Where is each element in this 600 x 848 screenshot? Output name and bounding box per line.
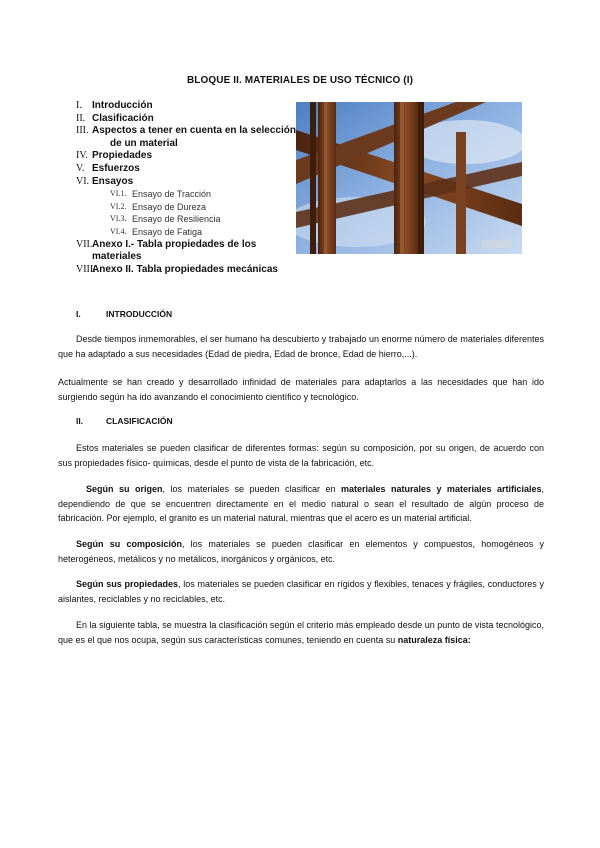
toc-number: I. [76,100,82,111]
paragraph-emphasis: naturaleza física: [397,634,471,645]
document-title: BLOQUE II. MATERIALES DE USO TÉCNICO (I) [186,75,414,86]
section-title: CLASIFICACIÓN [106,416,173,426]
toc-label: Introducción [92,100,153,111]
toc-subitem [76,201,296,214]
toc-subitem [76,213,296,226]
toc-subitem [76,226,296,239]
steel-beams-illustration [296,102,522,254]
toc-label: Clasificación [92,112,154,124]
toc-label: Propiedades [92,150,153,162]
toc-sublabel: Ensayo de Tracción [132,189,212,200]
toc-number: VI. [76,175,90,187]
toc-item [76,239,296,264]
paragraph-text: Estos materiales se pueden clasificar de diferentes formas: según su composición, por su origen, de acuerdo con sus propiedades físico- químicas, desde el punto de vista de la fabricación, etc. [58,443,544,468]
toc-label [92,125,296,150]
paragraph [58,537,544,566]
paragraph-lead: Según su origen [86,484,163,494]
paragraph-text: En la siguiente tabla, se muestra la clasificación según el criterio más empleado desde un punto de vista tecnológico, que es el que nos ocupa, según sus características comunes, teniendo en cuenta su [58,620,544,645]
section-heading [76,416,173,426]
toc-sublabel: Ensayo de Resiliencia [132,214,221,225]
paragraph [58,577,544,606]
section-heading [76,309,172,319]
toc-item [76,100,296,113]
toc-number: V. [76,162,85,174]
toc-label-line: Aspectos a tener en cuenta en la selección [92,125,296,137]
toc-item [76,113,296,126]
paragraph-text: , los materiales se pueden clasificar en rígidos y flexibles, tenaces y frágiles, conductores y aislantes, reciclables y no reciclables, etc. [58,579,544,604]
paragraph-text: Desde tiempos inmemorables, el ser humano ha descubierto y trabajado un enorme número de materiales diferentes que ha adaptado a sus necesidades (Edad de piedra, Edad de bronce, Edad de hierro,...). [58,334,544,359]
toc-label: Anexo II. Tabla propiedades mecánicas [92,263,278,275]
paragraph [58,441,544,470]
toc-subitem [76,188,296,201]
toc-subnumber: VI.2. [110,201,127,211]
toc-number: II. [76,112,86,124]
toc-label-line: de un material [110,137,178,149]
toc-sublabel: Ensayo de Dureza [132,201,207,212]
paragraph [58,618,544,647]
section-title: INTRODUCCIÓN [106,309,173,319]
toc-number: III. [76,125,89,137]
paragraph-lead: Según sus propiedades [76,579,178,589]
toc-number: IV. [76,150,88,162]
toc-subnumber: VI.3. [110,214,127,224]
toc-number: VII. [76,238,93,250]
toc-item [76,150,296,163]
paragraph-text: , los materiales se pueden clasificar en [162,484,341,494]
toc-label: Esfuerzos [92,162,140,174]
table-of-contents [76,100,296,276]
toc-label-line: materiales [92,251,142,263]
toc-item [76,264,296,277]
toc-label [92,239,256,264]
paragraph [58,332,544,361]
paragraph [58,482,544,526]
paragraph-emphasis: materiales naturales y materiales artificiales [340,484,542,494]
toc-subnumber: VI.1. [110,189,127,199]
steel-beams-photo [296,102,522,254]
toc-label: Ensayos [92,175,134,187]
toc-label-line: Anexo I.- Tabla propiedades de los [92,238,257,250]
toc-sublabel: Ensayo de Fatiga [132,226,203,237]
section-number: II. [76,416,84,426]
paragraph-text: , los materiales se pueden clasificar en elementos y compuestos, homogéneos y heterogéneos, metálicos y no metálicos, inorgánicos y orgánicos, etc. [58,539,545,564]
toc-item [76,125,296,150]
paragraph [58,375,544,404]
section-number: I. [76,309,81,319]
paragraph-text: , dependiendo de que se encuentren directamente en el medio natural o sean el resultado de algún proceso de fabricación. Por ejemplo, el granito es un material natural, mientras que el acero es un material artificial. [58,484,544,524]
toc-number: VIII. [76,263,96,275]
toc-subnumber: VI.4. [110,226,127,236]
toc-item [76,176,296,189]
toc-item [76,163,296,176]
paragraph-lead: Según su composición [76,539,182,549]
paragraph-text: Actualmente se han creado y desarrollado infinidad de materiales para adaptarlos a las necesidades que han ido surgiendo según ha ido avanzando el conocimiento científico y tecnológico. [58,377,544,402]
